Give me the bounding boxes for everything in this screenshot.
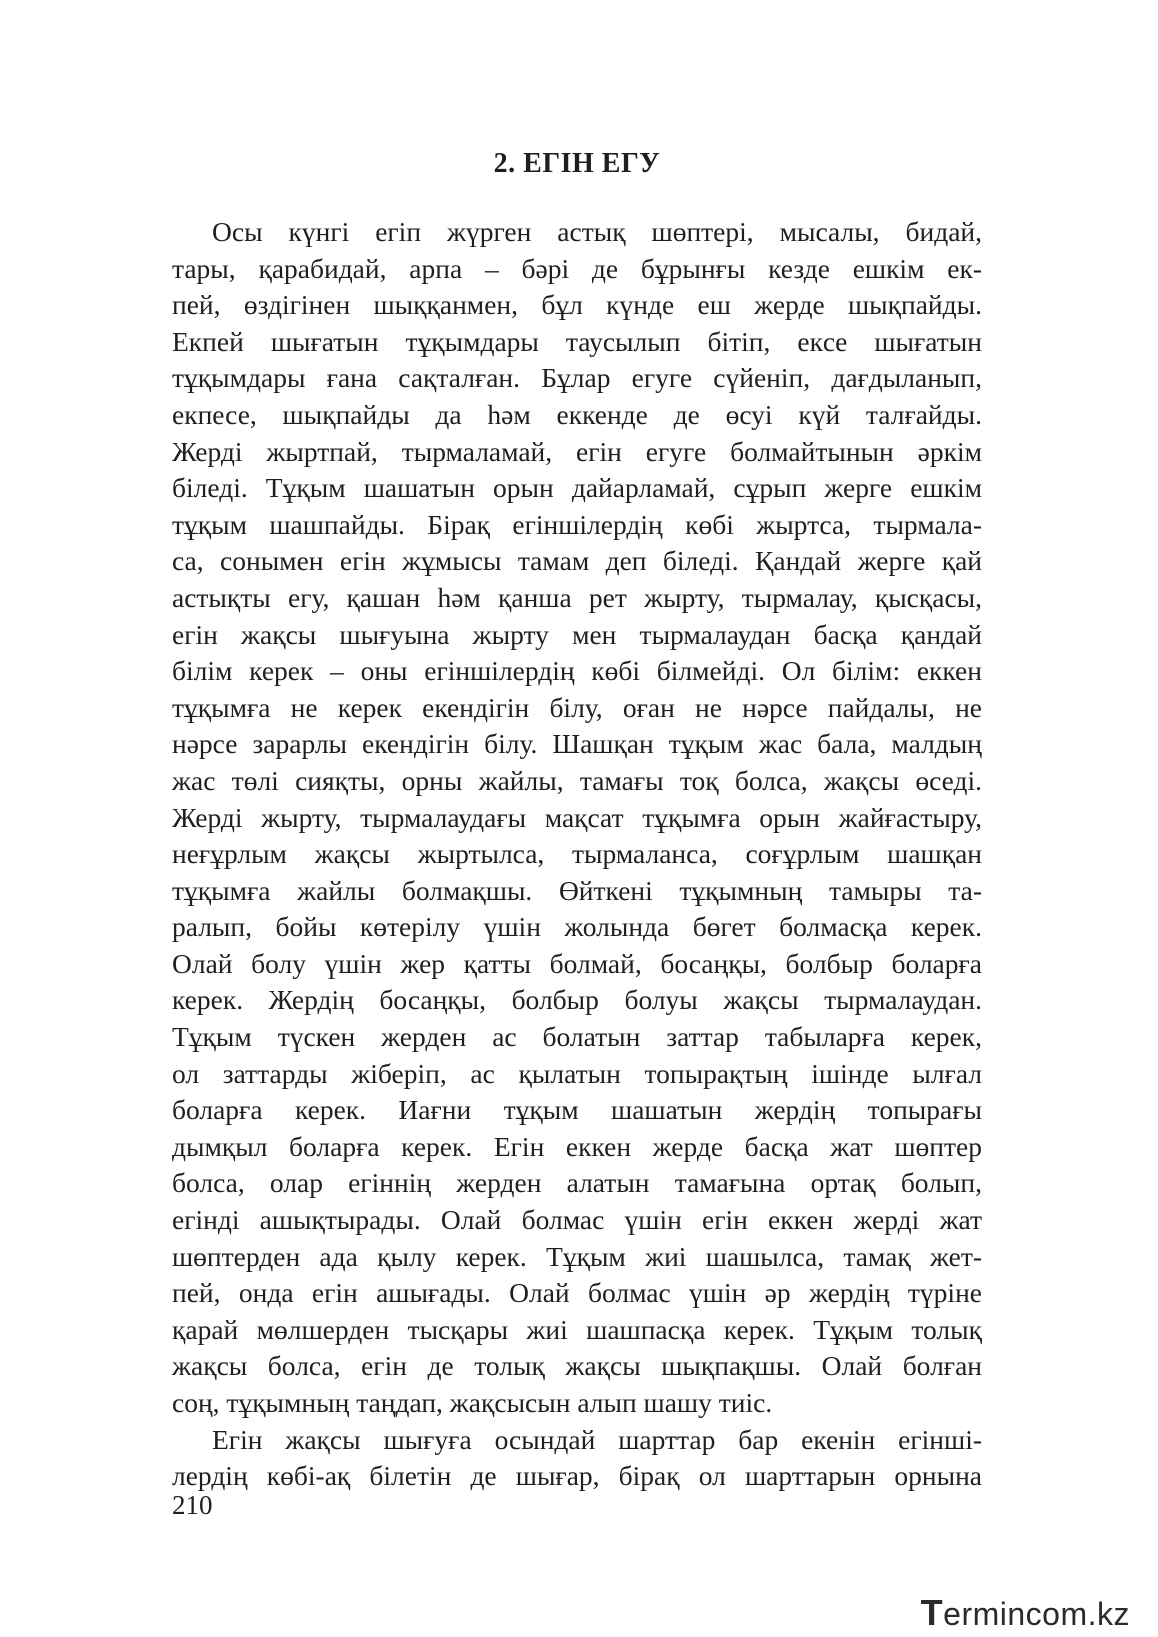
paragraph1-line: астықты егу, қашан һәм қанша рет жырту, тырмалау, қысқасы, (172, 581, 982, 613)
paragraph1-line: Жерді жыртпай, тырмаламай, егін егуге болмайтынын әркім (172, 435, 982, 467)
paragraph1-line: егінді ашықтырады. Олай болмас үшін егін еккен жерді жат (172, 1204, 982, 1236)
watermark-tail: m.kz (1060, 1596, 1130, 1632)
paragraph1-line: тұқым шашпайды. Бірақ егіншілердің көбі жыртса, тырмала- (172, 508, 982, 540)
paragraph1-line: неғұрлым жақсы жыртылса, тырмаланса, соғұрлым шашқан (172, 838, 982, 870)
body-text (172, 216, 982, 1497)
paragraph1-line: нәрсе зарарлы екендігін білу. Шашқан тұқым жас бала, малдың (172, 728, 982, 760)
paragraph1-line: Тұқым түскен жерден ас болатын заттар табыларға керек, (172, 1021, 982, 1053)
watermark-first-letter: T (920, 1592, 944, 1633)
paragraph1-line: жас төлі сияқты, орны жайлы, тамағы тоқ болса, жақсы өседі. (172, 764, 982, 796)
paragraph1-line: жақсы болса, егін де толық жақсы шықпақшы. Олай болған (172, 1350, 982, 1382)
watermark-logo (921, 1592, 1130, 1634)
page (172, 0, 982, 1637)
paragraph2-line: Егін жақсы шығуға осындай шарттар бар екенін егінші- (212, 1423, 982, 1455)
paragraph1-line: Олай болу үшін жер қатты болмай, босаңқы, болбыр боларға (172, 947, 982, 979)
paragraph1-line: болса, олар егіннің жерден алатын тамағына ортақ болып, (172, 1167, 982, 1199)
page-number: 210 (172, 1490, 213, 1520)
paragraph1-line: ол заттарды жіберіп, ас қылатын топырақтың ішінде ылғал (172, 1057, 982, 1089)
watermark-middle: erminc (943, 1596, 1043, 1632)
paragraph1-line: шөптерден ада қылу керек. Тұқым жиі шашылса, тамақ жет- (172, 1240, 982, 1272)
paragraph-2 (172, 1424, 982, 1497)
paragraph1-line: тұқымдары ғана сақталған. Бұлар егуге сүйеніп, дағдыланып, (172, 362, 982, 394)
paragraph1-line: қарай мөлшерден тысқары жиі шашпасқа керек. Тұқым толық (172, 1313, 982, 1345)
paragraph1-line: дымқыл боларға керек. Егін еккен жерде басқа жат шөптер (172, 1130, 982, 1162)
paragraph1-line: са, сонымен егін жұмысы тамам деп біледі. Қандай жерге қай (172, 545, 982, 577)
paragraph1-line: соң, тұқымның таңдап, жақсысын алып шашу тиіс. (172, 1387, 773, 1418)
paragraph1-line: екпесе, шықпайды да һәм еккенде де өсуі күй талғайды. (172, 398, 982, 430)
paragraph1-line: пей, өздігінен шыққанмен, бұл күнде еш жерде шықпайды. (172, 289, 982, 321)
paragraph1-line: білім керек – оны егіншілердің көбі білмейді. Ол білім: еккен (172, 655, 982, 687)
paragraph-1 (172, 216, 982, 1424)
paragraph1-line: тұқымға жайлы болмақшы. Өйткені тұқымның тамыры та- (172, 874, 982, 906)
paragraph1-line: егін жақсы шығуына жырту мен тырмалаудан басқа қандай (172, 618, 982, 650)
paragraph1-line: пей, онда егін ашығады. Олай болмас үшін әр жердің түріне (172, 1277, 982, 1309)
paragraph1-line: тары, қарабидай, арпа – бәрі де бұрынғы кезде ешкім ек- (172, 252, 982, 284)
paragraph1-line: Осы күнгі егіп жүрген астық шөптері, мысалы, бидай, (212, 216, 982, 247)
paragraph1-line: ралып, бойы көтерілу үшін жолында бөгет болмасқа керек. (172, 911, 982, 943)
paragraph1-line: біледі. Тұқым шашатын орын дайарламай, сұрып жерге ешкім (172, 472, 982, 504)
paragraph1-line: керек. Жердің босаңқы, болбыр болуы жақсы тырмалаудан. (172, 984, 982, 1016)
paragraph1-line: Жерді жырту, тырмалаудағы мақсат тұқымға орын жайғастыру, (172, 801, 982, 833)
paragraph2-line: лердің көбі-ақ білетін де шығар, бірақ ол шарттарын орнына (172, 1460, 982, 1492)
paragraph1-line: тұқымға не керек екендігін білу, оған не нәрсе пайдалы, не (172, 691, 982, 723)
watermark-o: o (1042, 1596, 1061, 1632)
chapter-title: 2. ЕГІН ЕГУ (493, 148, 661, 179)
paragraph1-line: Екпей шығатын тұқымдары таусылып бітіп, екce шығатын (172, 325, 982, 357)
paragraph1-line: боларға керек. Иағни тұқым шашатын жердің топырағы (172, 1094, 982, 1126)
